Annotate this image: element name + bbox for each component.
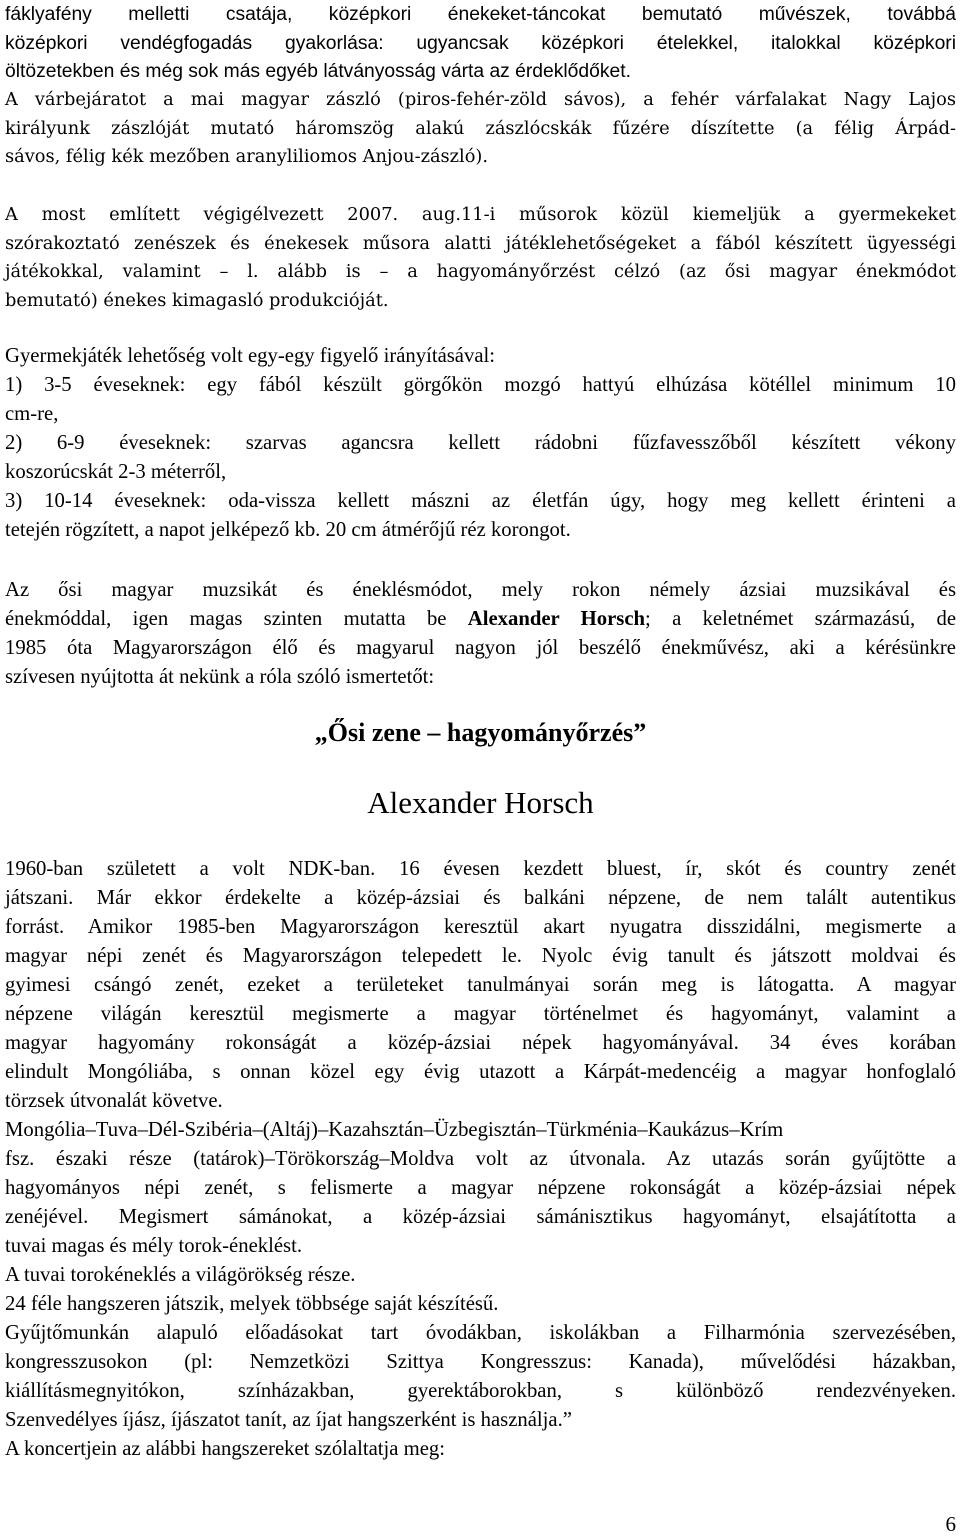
bio-line: kongresszusokon (pl: Nemzetközi Szittya Kongresszus: Kanada), művelődési házakban, [5,1351,956,1373]
text-line: játékokkal, valamint – l. alább is – a hagyományőrzést célzó (az ősi magyar énekmódot [5,261,956,282]
artist-name: Alexander Horsch [467,608,646,630]
text-line: sávos, félig kék mezőben aranyliliomos Anjou-zászló). [5,146,489,167]
bio-line: kiállításmegnyitókon, színházakban, gyerektáborokban, s különböző rendezvényeken. [5,1380,956,1402]
games-intro: Gyermekjáték lehetőség volt egy-egy figyelő irányításával: [5,345,496,367]
text-line: öltözetekben és még sok más egyéb látványosság várta az érdeklődőket. [5,61,631,82]
text-line: középkori vendégfogadás gyakorlása: ugyancsak középkori ételekkel, italokkal középkori [5,32,956,54]
section-title: „Ősi zene – hagyományőrzés” [314,718,647,747]
page-number: 6 [945,1512,956,1536]
bio-line: A koncertjein az alábbi hangszereket szólaltatja meg: [5,1438,445,1460]
bio-line: magyar hagyomány rokonságát a közép-ázsiai népek hagyományával. 34 éves korában [5,1032,956,1054]
horsch-intro-paragraph [5,576,956,692]
list-item: 3) 10-14 éveseknek: oda-vissza kellett mászni az életfán úgy, hogy meg kellett érinteni a [5,490,956,512]
bio-line: magyar népi zenét és Magyarországon telepedett le. Nyolc évig tanult és játszott moldvai és [5,945,956,967]
list-item: cm-re, [5,403,59,425]
text-line: 1985 óta Magyarországon élő és magyarul nagyon jól beszélő énekművész, aki a kérésünkre [5,637,956,659]
bio-line: törzsek útvonalát követve. [5,1090,223,1112]
bio-line: 1960-ban született a volt NDK-ban. 16 évesen kezdett bluest, ír, skót és country zenét [5,858,956,880]
text-line: királyunk zászlóját mutató háromszög alakú zászlócskák fűzére díszítette (a félig Árpád- [5,117,956,139]
text-line [5,605,956,634]
program-paragraph [5,201,956,315]
section-subtitle: Alexander Horsch [367,785,594,820]
list-item: 1) 3-5 éveseknek: egy fából készült görgőkön mozgó hattyú elhúzása kötéllel minimum 10 [5,374,956,396]
games-section [5,342,956,545]
list-item: koszorúcskát 2-3 méterről, [5,461,227,483]
text-span: ; a keletnémet származású, de [645,608,956,630]
list-item: tetején rögzített, a napot jelképező kb. 20 cm átmérőjű réz korongot. [5,519,571,541]
flag-paragraph [5,86,956,172]
text-line: szívesen nyújtotta át nekünk a róla szóló ismertetőt: [5,666,435,688]
bio-line: A tuvai torokéneklés a világörökség része. [5,1264,356,1286]
text-line: A várbejáratot a mai magyar zászló (piros-fehér-zöld sávos), a fehér várfalakat Nagy Lajos [5,89,956,110]
text-line: szórakoztató zenészek és énekesek műsora alatti játéklehetőségeket a fából készített ügyességi [5,232,956,254]
bio-line: népzene világán keresztül megismerte a magyar történelmet és hagyományt, valamint a [5,1003,956,1025]
bio-line: Gyűjtőmunkán alapuló előadásokat tart óvodákban, iskolákban a Filharmónia szervezésében, [5,1322,956,1344]
intro-paragraph [5,1,956,87]
bio-line: hagyományos népi zenét, s felismerte a magyar népzene rokonságát a közép-ázsiai népek [5,1177,956,1199]
bio-line: fsz. északi része (tatárok)–Törökország–Moldva volt az útvonala. Az utazás során gyűjtötte a [5,1148,956,1170]
bio-line: Szenvedélyes íjász, íjászatot tanít, az íjat hangszerként is használja.” [5,1409,572,1431]
text-span: énekmóddal, igen magas szinten mutatta be [5,608,468,630]
bio-line: zenéjével. Megismert sámánokat, a közép-ázsiai sámánisztikus hagyományt, elsajátította a [5,1206,956,1228]
bio-line: játszani. Már ekkor érdekelte a közép-ázsiai és balkáni népzene, de nem talált autentikus [5,887,956,909]
text-line: fáklyafény melletti csatája, középkori énekeket-táncokat bemutató művészek, továbbá [5,4,956,25]
bio-paragraph [5,855,956,1464]
bio-line: 24 féle hangszeren játszik, melyek többsége saját készítésű. [5,1293,499,1315]
text-line: bemutató) énekes kimagasló produkcióját. [5,289,389,311]
bio-line: Mongólia–Tuva–Dél-Szibéria–(Altáj)–Kazahsztán–Üzbegisztán–Türkménia–Kaukázus–Krím [5,1119,784,1141]
bio-line: tuvai magas és mély torok-éneklést. [5,1235,303,1257]
bio-line: forrást. Amikor 1985-ben Magyarországon keresztül akart nyugatra disszidálni, megismerte a [5,916,956,938]
text-line: Az ősi magyar muzsikát és éneklésmódot, mely rokon némely ázsiai muzsikával és [5,579,956,601]
text-line: A most említett végigélvezett 2007. aug.11-i műsorok közül kiemeljük a gyermekeket [5,204,956,225]
bio-line: elindult Mongóliába, s onnan közel egy évig utazott a Kárpát-medencéig a magyar honfoglaló [5,1061,956,1083]
list-item: 2) 6-9 éveseknek: szarvas agancsra kellett rádobni fűzfavesszőből készített vékony [5,432,956,454]
bio-line: gyimesi csángó zenét, ezeket a területeket tanulmányai során meg is látogatta. A magyar [5,974,956,996]
